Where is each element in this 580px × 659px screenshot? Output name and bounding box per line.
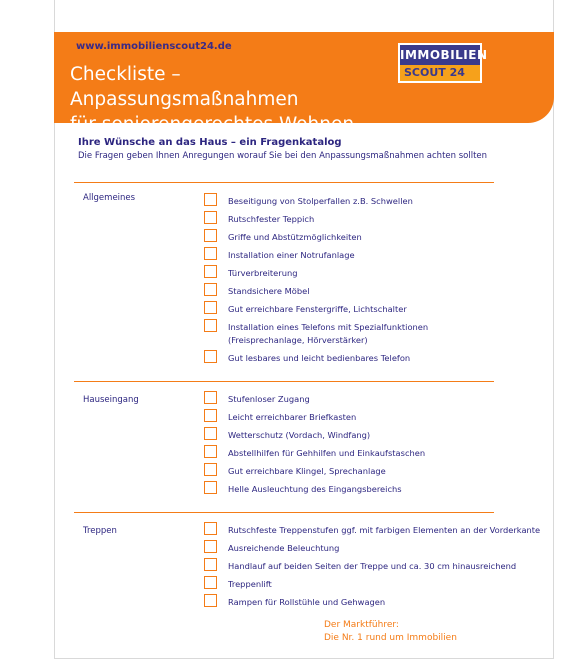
checklist-item: Wetterschutz (Vordach, Windfang): [228, 430, 371, 440]
checkbox[interactable]: [204, 445, 217, 458]
section-label-hauseingang: Hauseingang: [83, 395, 139, 405]
checklist-item: Gut lesbares und leicht bedienbares Telefon: [228, 353, 411, 363]
checklist-item: Installation einer Notrufanlage: [228, 250, 355, 260]
checklist-item: Standsichere Möbel: [228, 286, 310, 296]
title-line-2: für seniorengerechtes Wohnen: [70, 114, 355, 135]
checklist-item: Treppenlift: [228, 579, 272, 589]
checklist-item: Gut erreichbare Fenstergriffe, Lichtschalter: [228, 304, 407, 314]
logo-bottom-text: SCOUT 24: [400, 65, 480, 81]
section-heading: Ihre Wünsche an das Haus – ein Fragenkatalog: [78, 137, 342, 148]
checkbox[interactable]: [204, 481, 217, 494]
checkbox[interactable]: [204, 319, 217, 332]
logo-top-text: IMMOBILIEN: [400, 45, 480, 65]
checkbox[interactable]: [204, 522, 217, 535]
section-label-treppen: Treppen: [83, 526, 117, 536]
checkbox[interactable]: [204, 576, 217, 589]
section-subheading: Die Fragen geben Ihnen Anregungen worauf Sie bei den Anpassungsmaßnahmen achten sollten: [78, 151, 488, 161]
checkbox[interactable]: [204, 427, 217, 440]
checkbox[interactable]: [204, 594, 217, 607]
checklist-item: Griffe und Abstützmöglichkeiten: [228, 232, 362, 242]
checklist-item: Rutschfeste Treppenstufen ggf. mit farbigen Elementen an der Vorderkante: [228, 525, 541, 535]
title-line-1: Checkliste – Anpassungsmaßnahmen: [70, 64, 299, 110]
site-url: www.immobilienscout24.de: [76, 41, 232, 52]
checkbox[interactable]: [204, 463, 217, 476]
page-title: [70, 62, 400, 137]
checklist-item: Installation eines Telefons mit Spezialfunktionen (Freisprechanlage, Hörverstärker): [228, 322, 429, 345]
checklist-item: Ausreichende Beleuchtung: [228, 543, 340, 553]
footer-slogan: [324, 619, 457, 645]
checkbox[interactable]: [204, 229, 217, 242]
checklist-item: Beseitigung von Stolperfallen z.B. Schwellen: [228, 196, 413, 206]
checkbox[interactable]: [204, 409, 217, 422]
section-label-allgemeines: Allgemeines: [83, 193, 136, 203]
checklist-item: Türverbreiterung: [228, 268, 298, 278]
checkbox[interactable]: [204, 540, 217, 553]
checklist-item: Abstellhilfen für Gehhilfen und Einkaufstaschen: [228, 448, 426, 458]
checkbox[interactable]: [204, 265, 217, 278]
divider: [74, 381, 494, 382]
checklist-item: Gut erreichbare Klingel, Sprechanlage: [228, 466, 386, 476]
footer-line-2: Die Nr. 1 rund um Immobilien: [324, 633, 457, 643]
checklist-item: Helle Ausleuchtung des Eingangsbereichs: [228, 484, 402, 494]
checkbox[interactable]: [204, 193, 217, 206]
divider: [74, 512, 494, 513]
checkbox[interactable]: [204, 301, 217, 314]
checklist-item: Rampen für Rollstühle und Gehwagen: [228, 597, 386, 607]
checkbox[interactable]: [204, 211, 217, 224]
immobilienscout24-logo: [398, 43, 488, 83]
checkbox[interactable]: [204, 283, 217, 296]
checklist-item: Stufenloser Zugang: [228, 394, 310, 404]
checkbox[interactable]: [204, 350, 217, 363]
checklist-item: Rutschfester Teppich: [228, 214, 315, 224]
checkbox[interactable]: [204, 558, 217, 571]
checkbox[interactable]: [204, 247, 217, 260]
divider: [74, 182, 494, 183]
checklist-item: Handlauf auf beiden Seiten der Treppe und ca. 30 cm hinausreichend: [228, 561, 517, 571]
checklist-item: Leicht erreichbarer Briefkasten: [228, 412, 357, 422]
checkbox[interactable]: [204, 391, 217, 404]
footer-line-1: Der Marktführer:: [324, 620, 399, 630]
